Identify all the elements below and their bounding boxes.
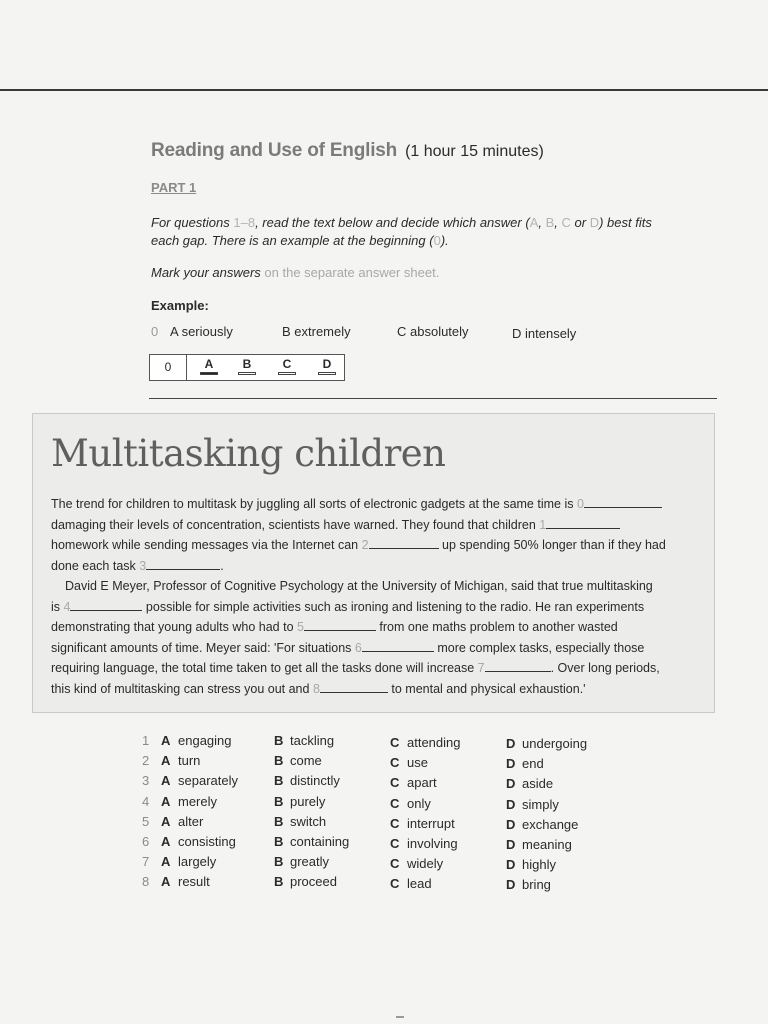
- question-number: 4: [142, 793, 150, 809]
- option-letter-a: A: [161, 753, 171, 769]
- option-c[interactable]: apart: [407, 775, 437, 791]
- option-letter-b: B: [274, 773, 284, 789]
- question-number: 7: [142, 854, 150, 870]
- instr-letter: D: [589, 215, 600, 230]
- option-a[interactable]: turn: [178, 753, 201, 769]
- question-number: 8: [142, 874, 150, 890]
- option-letter-c: C: [390, 835, 400, 851]
- option-a[interactable]: largely: [178, 854, 217, 870]
- option-b[interactable]: come: [290, 753, 322, 769]
- option-row: [142, 753, 642, 773]
- instr-example-num: 0: [433, 233, 441, 248]
- option-row: [142, 733, 642, 753]
- passage-span: requiring language, the total time taken to get all the tasks done will increase: [51, 661, 478, 675]
- option-b[interactable]: greatly: [290, 854, 330, 870]
- gap-number: 0: [576, 497, 584, 511]
- option-b[interactable]: switch: [290, 813, 327, 829]
- instr-text: ) best fits: [599, 215, 652, 230]
- option-c[interactable]: attending: [407, 735, 461, 750]
- passage-span: David E Meyer, Professor of Cognitive Psychology at the University of Michigan, said that true multitasking: [65, 579, 653, 593]
- option-row: [142, 874, 642, 894]
- example-row: [151, 324, 631, 344]
- passage-span: damaging their levels of concentration, scientists have warned. They found that children: [51, 517, 540, 532]
- option-b[interactable]: tackling: [290, 733, 335, 748]
- option-a[interactable]: result: [178, 874, 210, 890]
- gap-blank[interactable]: [485, 659, 551, 672]
- passage-span: homework while sending messages via the Internet can: [51, 538, 362, 552]
- answer-option-a[interactable]: [197, 357, 221, 375]
- option-letter-d: D: [506, 816, 516, 832]
- gap-number: 6: [354, 640, 362, 655]
- passage-span: done each task: [51, 558, 140, 573]
- answer-mark: [278, 372, 296, 375]
- option-letter-a: A: [161, 773, 171, 789]
- option-letter-a: A: [161, 833, 171, 849]
- top-rule: [0, 89, 768, 91]
- option-letter-d: D: [506, 857, 516, 873]
- answer-letter: B: [242, 357, 252, 371]
- paragraph-2: [51, 576, 696, 699]
- passage-span: from one maths problem to another wasted: [375, 620, 618, 634]
- question-number: 6: [142, 833, 150, 849]
- answer-option-d[interactable]: [315, 357, 339, 375]
- option-d[interactable]: end: [522, 756, 544, 772]
- instr-text: For questions: [151, 215, 234, 230]
- option-row: [142, 773, 642, 793]
- passage-span: . Over long periods,: [550, 661, 660, 675]
- gap-blank[interactable]: [146, 557, 220, 570]
- option-letter-c: C: [390, 876, 400, 892]
- section-duration: (1 hour 15 minutes): [405, 143, 544, 160]
- gap-number: 7: [477, 661, 485, 675]
- option-a[interactable]: engaging: [178, 733, 232, 748]
- gap-number: 5: [297, 620, 304, 634]
- divider: [149, 398, 717, 399]
- option-c[interactable]: only: [407, 795, 431, 811]
- answer-option-b[interactable]: [235, 357, 259, 375]
- passage-span: demonstrating that young adults who had to: [51, 620, 297, 634]
- instr-text: or: [570, 215, 590, 230]
- option-a[interactable]: consisting: [178, 833, 236, 849]
- example-option-b: B extremely: [282, 324, 351, 339]
- answer-option-c[interactable]: [275, 357, 299, 375]
- option-letter-b: B: [274, 833, 284, 849]
- answer-letter: A: [204, 357, 214, 371]
- gap-number: 2: [361, 538, 369, 552]
- option-letter-d: D: [506, 877, 516, 893]
- option-a[interactable]: merely: [178, 793, 218, 809]
- answer-box-number: 0: [150, 355, 187, 380]
- example-option-a: A seriously: [170, 324, 233, 339]
- option-a[interactable]: separately: [178, 773, 238, 789]
- passage-span: more complex tasks, especially those: [433, 640, 645, 655]
- answer-mark: [238, 372, 256, 375]
- option-c[interactable]: involving: [407, 835, 458, 851]
- option-b[interactable]: purely: [290, 793, 326, 809]
- passage-text: [51, 494, 696, 699]
- option-c[interactable]: interrupt: [407, 815, 455, 831]
- gap-blank[interactable]: [362, 639, 434, 652]
- option-letter-d: D: [506, 736, 516, 751]
- paragraph-1: [51, 494, 696, 576]
- instr-text: each gap. There is an example at the beginning (: [151, 233, 434, 248]
- passage-title: Multitasking children: [51, 432, 446, 475]
- gap-blank[interactable]: [584, 495, 662, 508]
- option-letter-a: A: [161, 733, 171, 748]
- passage-span: possible for simple activities such as ironing and listening to the radio. He ran experiments: [142, 599, 645, 614]
- option-row: [142, 854, 642, 874]
- instr-letter: B: [545, 215, 555, 230]
- option-row: [142, 794, 642, 814]
- option-row: [142, 814, 642, 834]
- example-label: Example:: [151, 298, 209, 313]
- option-d[interactable]: aside: [522, 776, 554, 792]
- instructions: [151, 214, 691, 250]
- option-d[interactable]: bring: [522, 877, 551, 893]
- example-answer-box: [149, 354, 345, 381]
- example-option-d: D intensely: [512, 326, 577, 341]
- option-letter-b: B: [274, 874, 284, 890]
- option-letter-b: B: [274, 854, 284, 870]
- option-letter-c: C: [390, 755, 400, 771]
- mark-instruction: [151, 265, 439, 280]
- gap-blank[interactable]: [369, 536, 439, 549]
- instr-text: ,: [554, 215, 562, 230]
- option-d[interactable]: exchange: [522, 816, 579, 832]
- option-letter-a: A: [161, 813, 171, 829]
- option-letter-c: C: [390, 795, 400, 811]
- passage-box: [32, 413, 715, 713]
- mark-text-light: on the separate answer sheet.: [264, 265, 440, 280]
- option-d[interactable]: highly: [522, 857, 556, 873]
- gap-number: 1: [539, 517, 547, 532]
- example-number: 0: [151, 324, 159, 339]
- option-letter-d: D: [506, 776, 516, 792]
- answer-options: [142, 733, 642, 895]
- gap-blank[interactable]: [320, 680, 388, 693]
- option-letter-d: D: [506, 796, 516, 812]
- passage-span: to mental and physical exhaustion.': [387, 681, 586, 696]
- part-label: PART 1: [151, 180, 197, 195]
- passage-span: The trend for children to multitask by juggling all sorts of electronic gadgets at the same time is: [51, 497, 577, 511]
- passage-span: this kind of multitasking can stress you out and: [51, 681, 313, 696]
- instr-text: ).: [440, 233, 449, 248]
- passage-span: significant amounts of time. Meyer said: 'For situations: [51, 640, 355, 655]
- mark-text: Mark your answers: [151, 265, 265, 280]
- gap-blank[interactable]: [70, 598, 142, 611]
- passage-span: .: [220, 558, 224, 573]
- gap-number: 4: [63, 599, 71, 614]
- gap-blank[interactable]: [304, 618, 376, 631]
- option-d[interactable]: undergoing: [522, 736, 588, 751]
- option-b[interactable]: containing: [290, 833, 350, 849]
- section-header: [151, 140, 711, 162]
- instr-letter: C: [561, 215, 571, 230]
- instr-letter: A: [529, 215, 539, 230]
- option-a[interactable]: alter: [178, 813, 204, 829]
- instr-range: 1–8: [233, 215, 256, 230]
- option-letter-c: C: [390, 775, 400, 791]
- example-option-c: C absolutely: [397, 324, 469, 339]
- option-letter-b: B: [274, 813, 284, 829]
- option-d[interactable]: simply: [522, 796, 559, 812]
- option-letter-a: A: [161, 874, 171, 890]
- option-letter-b: B: [274, 733, 284, 748]
- option-b[interactable]: proceed: [290, 874, 337, 890]
- question-number: 1: [142, 733, 150, 748]
- option-letter-d: D: [506, 756, 516, 772]
- answer-mark: [318, 372, 336, 375]
- option-c[interactable]: widely: [407, 856, 444, 872]
- option-row: [142, 834, 642, 854]
- gap-blank[interactable]: [546, 516, 620, 529]
- option-letter-c: C: [390, 735, 400, 750]
- option-letter-b: B: [274, 793, 284, 809]
- page-mark: [396, 1016, 404, 1018]
- gap-number: 3: [139, 558, 147, 573]
- question-number: 3: [142, 773, 150, 789]
- option-letter-c: C: [390, 815, 400, 831]
- option-c[interactable]: lead: [407, 876, 432, 892]
- passage-span: is: [51, 599, 64, 614]
- section-title: Reading and Use of English: [151, 140, 398, 161]
- gap-number: 8: [312, 681, 320, 696]
- option-letter-c: C: [390, 856, 400, 872]
- answer-mark-filled: [200, 372, 218, 375]
- passage-span: up spending 50% longer than if they had: [438, 538, 666, 552]
- option-letter-a: A: [161, 793, 171, 809]
- instr-text: ,: [538, 215, 546, 230]
- option-d[interactable]: meaning: [522, 836, 572, 852]
- answer-letter: C: [282, 357, 292, 371]
- option-letter-b: B: [274, 753, 284, 769]
- question-number: 5: [142, 813, 150, 829]
- option-b[interactable]: distinctly: [290, 773, 340, 789]
- option-letter-d: D: [506, 836, 516, 852]
- instr-text: , read the text below and decide which answer (: [255, 215, 530, 230]
- answer-letter: D: [322, 357, 332, 371]
- option-c[interactable]: use: [407, 755, 428, 771]
- question-number: 2: [142, 753, 150, 769]
- option-letter-a: A: [161, 854, 171, 870]
